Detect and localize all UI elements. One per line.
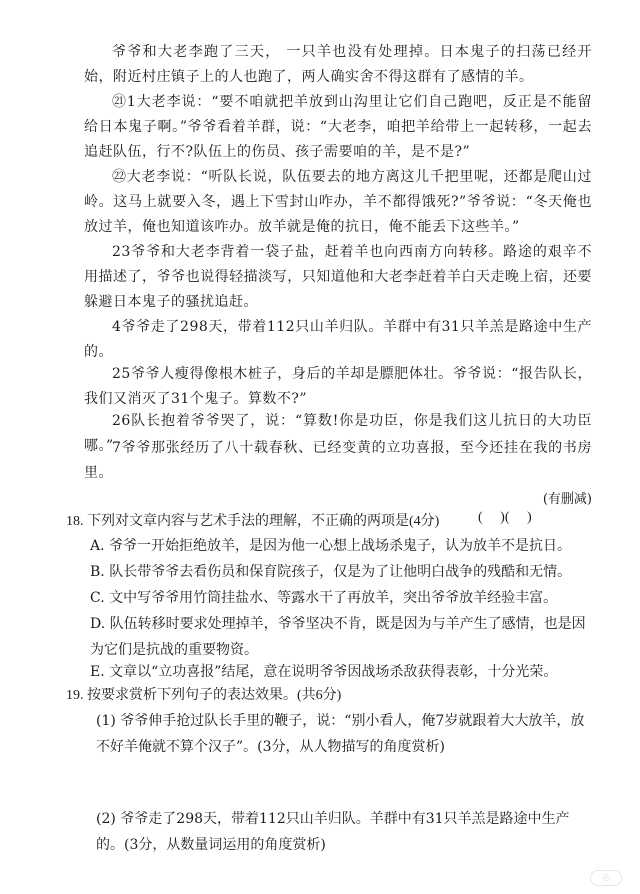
answer-blanks: ( )( ) xyxy=(478,510,532,525)
story-paragraph: 25爷爷人瘦得像根木桩子，身后的羊却是膘肥体壮。爷爷说：“报告队长，我们又消灭了31个鬼子。算数不?” xyxy=(84,366,592,407)
story-paragraph: ㉒大老李说：“听队长说，队伍要去的地方离这儿千把里呢，还都是爬山过岭。这马上就要入冬，遇上下雪封山咋办，羊不都得饿死?”爷爷说：“冬天俺也放过羊，俺也知道该咋办。放羊就是俺的抗日，俺不能丢下这些羊。” xyxy=(84,169,592,235)
option-e: E. 文章以“立功喜报”结尾，意在说明爷爷因战场杀敌获得表彰，十分光荣。 xyxy=(90,664,558,680)
option-a: A. 爷爷一开始拒绝放羊，是因为他一心想上战场杀鬼子，认为放羊不是抗日。 xyxy=(90,538,572,554)
option-c: C. 文中写爷爷用竹筒挂盐水、等露水干了再放羊，突出爷爷放羊经验丰富。 xyxy=(90,590,558,606)
story-paragraph: 爷爷和大老李跑了三天， 一只羊也没有处理掉。日本鬼子的扫荡已经开始，附近村庄镇子上的人也跑了，两人确实舍不得这群有了感情的羊。 xyxy=(84,44,592,85)
question-19-item-2: (2) 爷爷走了298天，带着112只山羊归队。羊群中有31只羊羔是路途中生产的。(3分，从数量词运用的角度赏析) xyxy=(96,811,570,853)
question-19-stem: 19. 按要求赏析下列句子的表达效果。(共6分) xyxy=(66,688,342,703)
option-d: D. 队伍转移时要求处理掉羊，爷爷坚决不肯，既是因为与羊产生了感情，也是因为它们是抗战的重要物资。 xyxy=(90,616,586,658)
story-paragraph: ㉑1大老李说：“要不咱就把羊放到山沟里让它们自己跑吧，反正是不能留给日本鬼子啊。”爷爷看着羊群，说：“大老李，咱把羊给带上一起转移，一起去追赶队伍，行不?队伍上的伤员、孩子需要咱的羊，是不是?” xyxy=(84,94,592,160)
question-18-stem: 18. 下列对文章内容与艺术手法的理解，不正确的两项是(4分) xyxy=(66,514,440,529)
story-paragraph: 7爷爷那张经历了八十载春秋、已经变黄的立功喜报，至今还挂在我的书房里。 xyxy=(84,440,592,481)
story-paragraph: 26队长抱着爷爷哭了，说：“算数!你是功臣，你是我们这儿抗日的大功臣哪。” xyxy=(84,413,592,454)
story-paragraph: 23爷爷和大老李背着一袋子盐，赶着羊也向西南方向转移。路途的艰辛不用描述了，爷爷也说得轻描淡写，只知道他和大老李赶着羊白天走晚上宿，还要躲避日本鬼子的骚扰追赶。 xyxy=(84,244,592,310)
option-b: B. 队长带爷爷去看伤员和保育院孩子，仅是为了让他明白战争的残酷和无情。 xyxy=(90,564,572,580)
question-19-item-1: (1) 爷爷伸手抢过队长手里的鞭子，说：“别小看人，俺7岁就跟着大大放羊，放不好羊俺就不算个汉子”。(3分，从人物描写的角度赏析) xyxy=(96,713,585,755)
watermark-logo: ◎ xyxy=(590,870,622,886)
abridged-note: (有删减) xyxy=(542,492,592,507)
story-paragraph: 4爷爷走了298天，带着112只山羊归队。羊群中有31只羊羔是路途中生产的。 xyxy=(84,319,592,360)
